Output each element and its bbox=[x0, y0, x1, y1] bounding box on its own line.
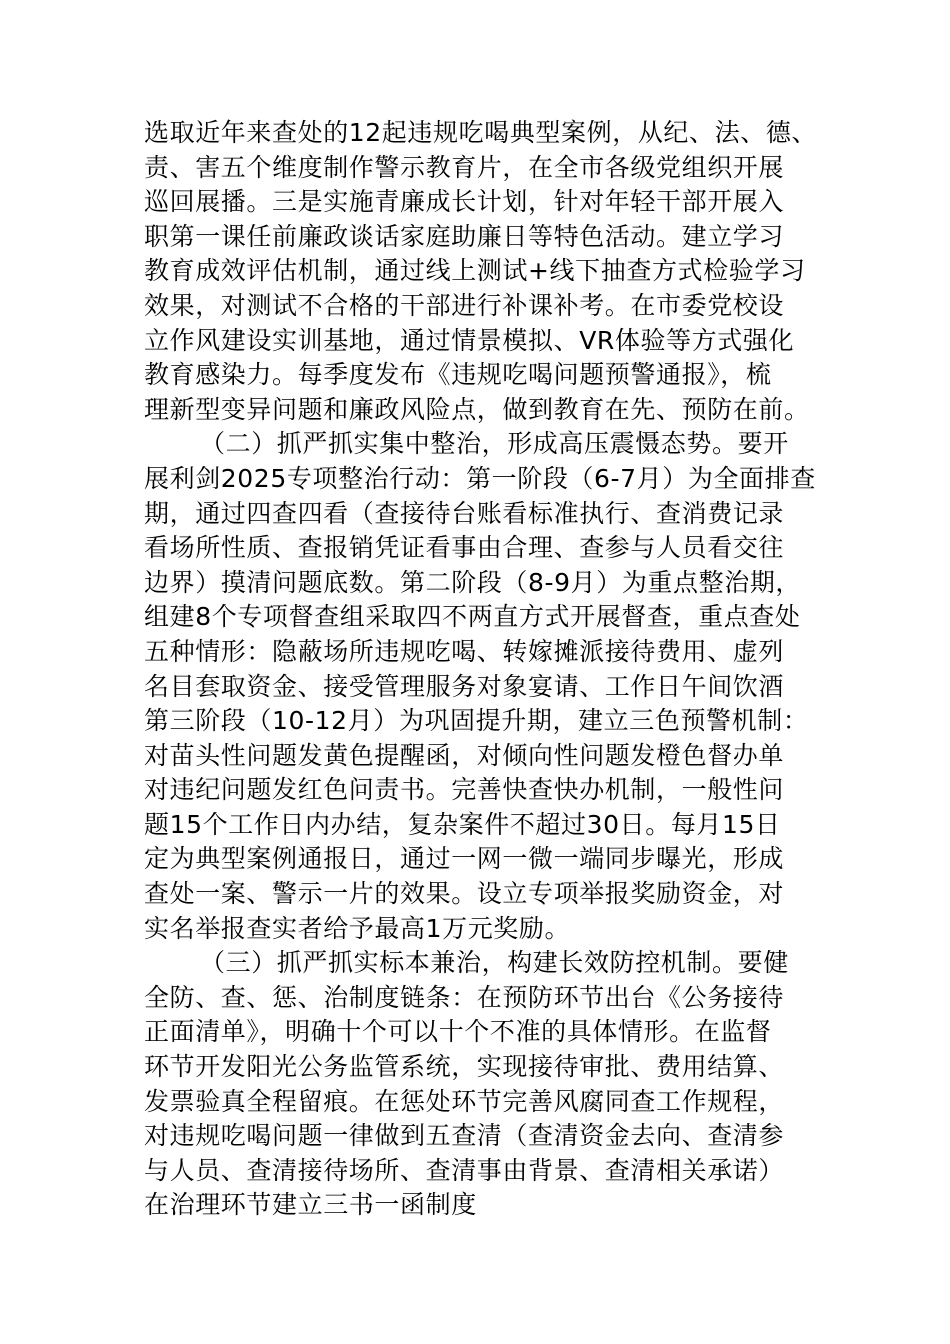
text-line: 看场所性质、查报销凭证看事由合理、查参与人员看交往 bbox=[144, 533, 785, 563]
text-line: 五种情形：隐蔽场所违规吃喝、转嫁摊派接待费用、虚列 bbox=[144, 636, 785, 666]
text-line: 对违纪问题发红色问责书。完善快查快办机制，一般性问 bbox=[144, 775, 785, 805]
text-line: 对违规吃喝问题一律做到五查清（查清资金去向、查清参 bbox=[144, 1121, 785, 1151]
text-line: 教育成效评估机制，通过线上测试+线下抽查方式检验学习 bbox=[144, 256, 806, 286]
text-line: 名目套取资金、接受管理服务对象宴请、工作日午间饮酒 bbox=[144, 671, 785, 701]
text-line: 立作风建设实训基地，通过情景模拟、VR体验等方式强化 bbox=[144, 325, 795, 355]
text-line: 发票验真全程留痕。在惩处环节完善风腐同查工作规程， bbox=[144, 1086, 785, 1116]
text-line: 环节开发阳光公务监管系统，实现接待审批、费用结算、 bbox=[144, 1052, 785, 1082]
text-line: 第三阶段（10-12月）为巩固提升期，建立三色预警机制： bbox=[144, 706, 809, 736]
text-line: 查处一案、警示一片的效果。设立专项举报奖励资金，对 bbox=[144, 879, 785, 909]
text-line: 展利剑2025专项整治行动：第一阶段（6-7月）为全面排查 bbox=[144, 463, 816, 493]
text-line: 题15个工作日内办结，复杂案件不超过30日。每月15日 bbox=[144, 809, 781, 839]
text-line: 全防、查、惩、治制度链条：在预防环节出台《公务接待 bbox=[144, 982, 785, 1012]
text-line: 实名举报查实者给予最高1万元奖励。 bbox=[144, 913, 571, 943]
document-body bbox=[144, 116, 818, 1223]
text-line: 效果，对测试不合格的干部进行补课补考。在市委党校设 bbox=[144, 290, 785, 320]
text-line: 巡回展播。三是实施青廉成长计划，针对年轻干部开展入 bbox=[144, 187, 785, 217]
section-heading-line: （三）抓严抓实标本兼治，构建长效防控机制。要健 bbox=[200, 948, 789, 978]
text-line: 理新型变异问题和廉政风险点，做到教育在先、预防在前。 bbox=[144, 394, 810, 424]
text-line: 定为典型案例通报日，通过一网一微一端同步曝光，形成 bbox=[144, 844, 785, 874]
text-line: 边界）摸清问题底数。第二阶段（8-9月）为重点整治期， bbox=[144, 567, 802, 597]
text-line: 责、害五个维度制作警示教育片，在全市各级党组织开展 bbox=[144, 152, 785, 182]
text-line: 职第一课任前廉政谈话家庭助廉日等特色活动。建立学习 bbox=[144, 221, 785, 251]
text-line: 在治理环节建立三书一函制度 bbox=[144, 1190, 477, 1220]
text-line: 组建8个专项督查组采取四不两直方式开展督查，重点查处 bbox=[144, 602, 801, 632]
text-line: 教育感染力。每季度发布《违规吃喝问题预警通报》，梳 bbox=[144, 360, 772, 390]
text-line: 期，通过四查四看（查接待台账看标准执行、查消费记录 bbox=[144, 498, 785, 528]
text-line: 对苗头性问题发黄色提醒函，对倾向性问题发橙色督办单 bbox=[144, 740, 785, 770]
section-heading-line: （二）抓严抓实集中整治，形成高压震慑态势。要开 bbox=[200, 429, 789, 459]
text-line: 与人员、查清接待场所、查清事由背景、查清相关承诺） bbox=[144, 1155, 785, 1185]
text-line: 选取近年来查处的12起违规吃喝典型案例，从纪、法、德、 bbox=[144, 118, 818, 147]
text-line: 正面清单》，明确十个可以十个不准的具体情形。在监督 bbox=[144, 1017, 772, 1047]
